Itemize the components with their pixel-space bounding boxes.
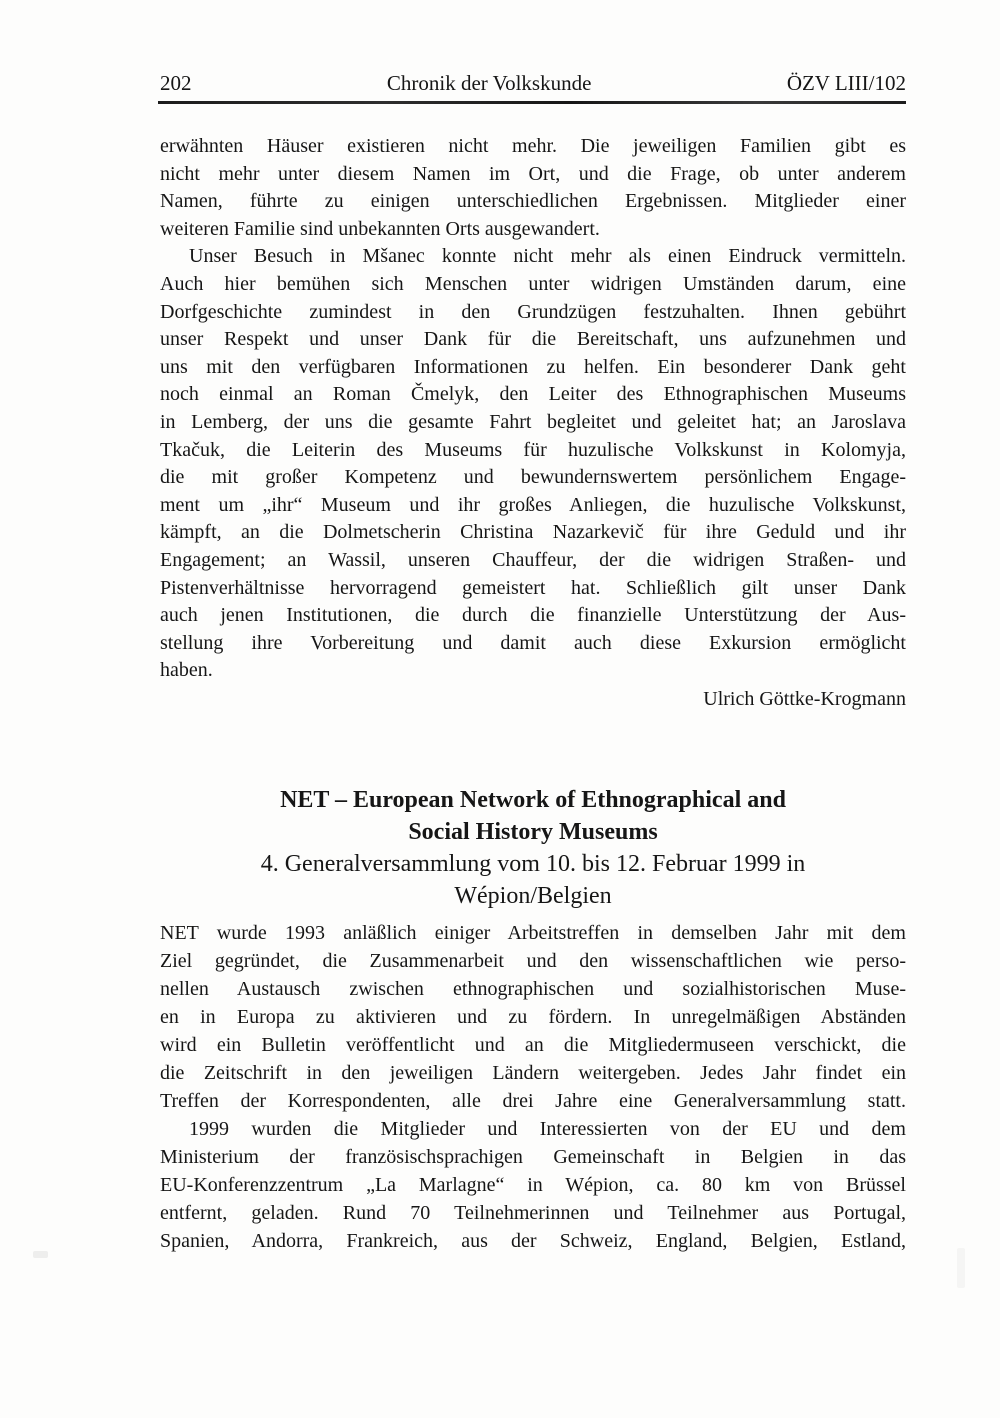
text-line: unser Respekt und unser Dank für die Bereitschaft, uns aufzunehmen und [160,328,906,351]
text-line: die Zeitschrift in den jeweiligen Ländern weitergeben. Jedes Jahr findet ein [160,1062,906,1084]
article-subtitle-line-2: Wépion/Belgien [454,883,612,909]
paragraph [160,243,906,685]
new-article-text [160,919,906,1255]
running-title: Chronik der Volkskunde [386,71,592,95]
paragraph [160,133,906,243]
text-line: nicht mehr unter diesem Namen im Ort, und die Frage, ob unter anderem [160,162,906,185]
running-header [160,70,906,96]
text-line: Ziel gegründet, die Zusammenarbeit und den wissenschaftlichen wie perso- [160,950,906,972]
new-article-paragraphs [160,919,906,1255]
text-line: weiteren Familie sind unbekannten Orts ausgewandert. [160,217,600,240]
text-line: erwähnten Häuser existieren nicht mehr. Die jeweiligen Familien gibt es [160,135,906,157]
article-ending-paragraphs [160,133,906,685]
text-line: wird ein Bulletin veröffentlicht und an die Mitgliedermuseen verschickt, die [160,1034,906,1056]
page-number: 202 [160,71,192,95]
scan-noise-speck [33,1251,48,1258]
text-line: Namen, führte zu einigen unterschiedlichen Ergebnissen. Mitglieder einer [160,190,906,213]
text-line: Ministerium der französischsprachigen Gemeinschaft in Belgien in das [160,1146,906,1168]
text-line: noch einmal an Roman Čmelyk, den Leiter des Ethnographischen Museums [160,383,906,406]
author-signature: Ulrich Göttke-Krogmann [703,687,906,710]
text-line: Auch hier bemühen sich Menschen unter widrigen Umständen darum, eine [160,272,906,295]
text-line: Dorfgeschichte zumindest in den Grundzügen festzuhalten. Ihnen gebührt [160,300,906,323]
text-line: Spanien, Andorra, Frankreich, aus der Schweiz, England, Belgien, Estland, [160,1230,906,1252]
text-line: NET wurde 1993 anläßlich einiger Arbeitstreffen in demselben Jahr mit dem [160,922,906,944]
text-line: entfernt, geladen. Rund 70 Teilnehmerinnen und Teilnehmer aus Portugal, [160,1202,906,1224]
journal-reference: ÖZV LIII/102 [786,71,906,95]
text-line: haben. [160,659,213,682]
paragraph [160,919,906,1115]
article-title-line-1: NET – European Network of Ethnographical and [280,787,786,813]
text-line: Unser Besuch in Mšanec konnte nicht mehr als einen Eindruck vermitteln. [189,245,906,268]
text-line: kämpft, an die Dolmetscherin Christina Nazarkevič für ihre Geduld und ihr [160,521,906,544]
text-line: Tkačuk, die Leiterin des Museums für huzulische Volkskunst in Kolomyja, [160,438,906,461]
new-article-heading [160,784,906,912]
text-line: Treffen der Korrespondenten, alle drei Jahre eine Generalversammlung statt. [160,1090,906,1112]
header-rule-divider [158,101,906,104]
text-line: in Lemberg, der uns die gesamte Fahrt begleitet und geleitet hat; an Jaroslava [160,410,906,433]
text-line: en in Europa zu aktivieren und zu fördern. In unregelmäßigen Abständen [160,1006,906,1028]
text-line: stellung ihre Vorbereitung und damit auch diese Exkursion ermöglicht [160,631,906,654]
article-title-line-2: Social History Museums [408,819,658,845]
text-line: nellen Austausch zwischen ethnographischen und sozialhistorischen Muse- [160,978,906,1000]
text-line: uns mit den verfügbaren Informationen zu helfen. Ein besonderer Dank geht [160,355,906,378]
text-line: die mit großer Kompetenz und bewundernswertem persönlichem Engage- [160,466,906,489]
text-line: ment um „ihr“ Museum und ihr großes Anliegen, die huzulische Volkskunst, [160,493,906,516]
text-line: Pistenverhältnisse hervorragend gemeistert hat. Schließlich gilt unser Dank [160,576,906,599]
scan-noise-speck [957,1248,965,1288]
text-line: auch jenen Institutionen, die durch die finanzielle Unterstützung der Aus- [160,604,906,627]
article-subtitle-line-1: 4. Generalversammlung vom 10. bis 12. Februar 1999 in [260,851,806,877]
article-ending-text [160,133,906,713]
text-line: Engagement; an Wassil, unseren Chauffeur, der die widrigen Straßen- und [160,548,906,571]
paragraph [160,1115,906,1255]
text-line: EU-Konferenzzentrum „La Marlagne“ in Wépion, ca. 80 km von Brüssel [160,1174,906,1196]
text-line: 1999 wurden die Mitglieder und Interessierten von der EU und dem [189,1118,906,1140]
